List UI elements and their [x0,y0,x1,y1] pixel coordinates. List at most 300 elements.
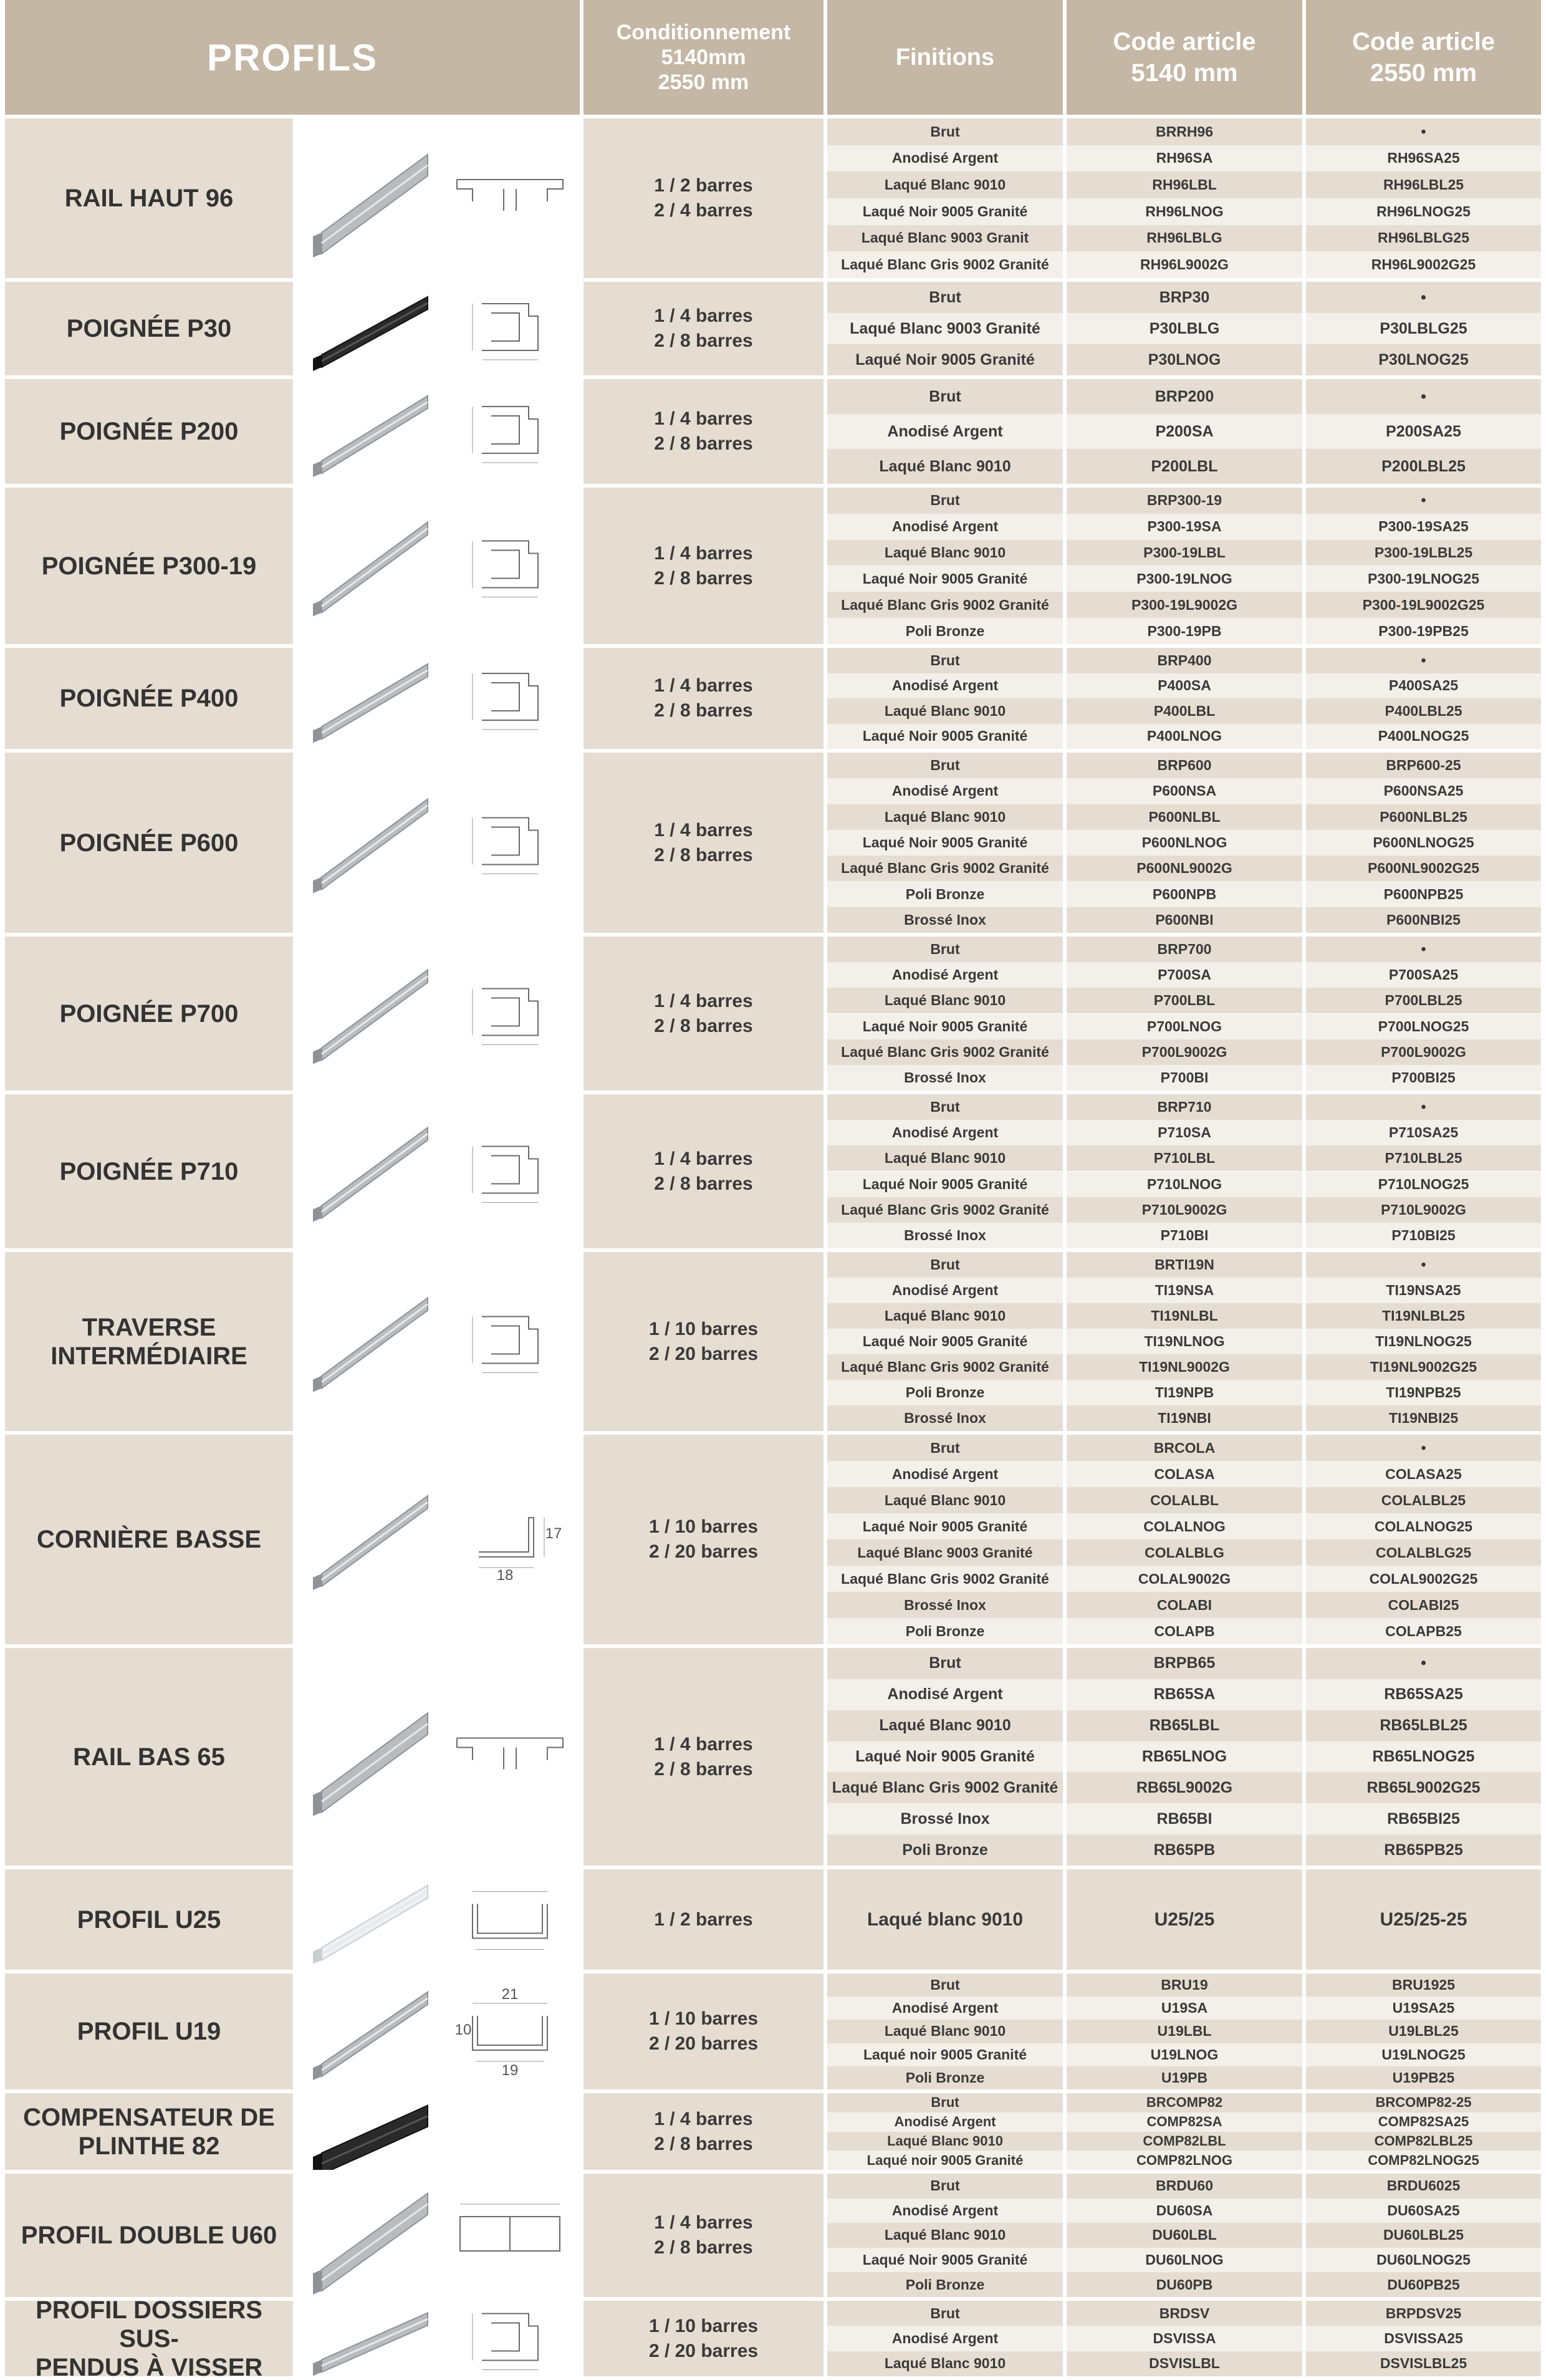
code-2550-cell: P200SA25 [1306,414,1541,449]
finish-cell: Laqué Blanc 9010 [827,1487,1063,1513]
u-section-drawing-icon [440,1973,580,2089]
code-2550-cell: COLALNOG25 [1306,1513,1541,1539]
double-u-section-drawing-icon [440,2174,580,2297]
packaging-line: 1 / 4 barres [654,306,753,326]
code-2550-cell: P200LBL25 [1306,449,1541,484]
header-profils: PROFILS [5,0,580,115]
packaging-line: 1 / 10 barres [648,1516,759,1537]
finish-cell: Laqué Blanc 9010 [827,698,1063,724]
code-5140-cell: TI19NPB [1067,1380,1302,1405]
code-5140-cell: BRP700 [1067,937,1302,962]
finish-cell: Laqué Noir 9005 Granité [827,830,1063,855]
code-5140-cell: RB65LNOG [1067,1742,1302,1773]
code-5140-cell: U25/25 [1067,1869,1302,1970]
dimension-label: 10 [454,2021,472,2038]
rail-profile-icon [297,118,436,278]
code-5140-cell: BRRH96 [1067,118,1302,145]
product-name [5,1648,293,1866]
product-name [5,937,293,1091]
finish-cell: Laqué Blanc 9010 [827,1145,1063,1171]
packaging-info [583,753,823,933]
packaging-info [583,2093,823,2170]
u-profile-icon [297,1973,436,2089]
packaging-line: 2 / 8 barres [654,1758,753,1780]
finish-cell: Anodisé Argent [827,145,1063,172]
product-name [5,282,293,375]
code-2550-cell: COMP82SA25 [1306,2113,1541,2132]
product-name [5,648,293,749]
finish-cell: Laqué Blanc Gris 9002 Granité [827,592,1063,618]
product-name [5,488,293,644]
code-5140-cell: P30LBLG [1067,313,1302,344]
finish-cell: Anodisé Argent [827,514,1063,540]
finish-cell: Brut [827,118,1063,145]
finish-cell: Anodisé Argent [827,414,1063,449]
code-5140-cell: COLASA [1067,1461,1302,1487]
packaging-info [583,2301,823,2376]
code-2550-cell: P700SA25 [1306,962,1541,988]
finish-cell: Brossé Inox [827,1803,1063,1834]
packaging-info [583,379,823,484]
header-code-5140 [1067,0,1302,115]
code-2550-cell: P600NPB25 [1306,881,1541,907]
header-conditionnement-line: Conditionnement [616,21,791,44]
code-5140-cell: BRU19 [1067,1973,1302,1997]
finish-cell: Brut [827,1648,1063,1679]
code-5140-cell: P600NLBL [1067,804,1302,830]
code-5140-cell: RB65SA [1067,1679,1302,1710]
code-2550-cell: • [1306,648,1541,673]
crossbar-section-drawing-icon [440,1252,580,1431]
packaging-info [583,488,823,644]
dimension-label: 21 [501,1986,519,2003]
code-5140-cell: BRDU60 [1067,2174,1302,2199]
handle-profile-icon [297,753,436,933]
header-code-2550-line: Code article [1352,28,1495,55]
product-name [5,1973,293,2089]
code-5140-cell: P300-19LBL [1067,540,1302,566]
code-2550-cell: P710LNOG25 [1306,1172,1541,1197]
code-5140-cell: RB65PB [1067,1834,1302,1866]
finish-cell: Brut [827,2093,1063,2113]
code-5140-cell: U19SA [1067,1997,1302,2020]
finish-cell: Anodisé Argent [827,962,1063,988]
packaging-line: 2 / 20 barres [648,2033,759,2054]
finish-cell: Laqué Noir 9005 Granité [827,566,1063,592]
code-2550-cell: P600NBI25 [1306,907,1541,933]
handle-section-drawing-icon [440,1094,580,1248]
code-5140-cell: COMP82SA [1067,2113,1302,2132]
code-2550-cell: • [1306,1648,1541,1679]
packaging-line: 2 / 20 barres [648,1541,759,1562]
product-name-line: RAIL HAUT 96 [64,185,234,212]
finish-cell: Laqué Blanc Gris 9002 Granité [827,1039,1063,1065]
code-5140-cell: P700SA [1067,962,1302,988]
finish-cell: Brut [827,1435,1063,1461]
code-5140-cell: BRP400 [1067,648,1302,673]
finish-cell: Poli Bronze [827,1834,1063,1866]
u-section-drawing-icon [440,1869,580,1970]
code-2550-cell: BRDU6025 [1306,2174,1541,2199]
code-5140-cell: P710BI [1067,1223,1302,1248]
product-name-line: POIGNÉE P710 [59,1157,239,1185]
code-5140-cell: RH96LNOG [1067,198,1302,225]
packaging-info [583,1435,823,1644]
code-2550-cell: COLALBLG25 [1306,1539,1541,1566]
finish-cell: Laqué Blanc 9010 [827,988,1063,1013]
code-5140-cell: DU60LBL [1067,2223,1302,2248]
code-2550-cell: P700L9002G [1306,1039,1541,1065]
packaging-info [583,1094,823,1248]
code-5140-cell: P710LBL [1067,1145,1302,1171]
packaging-line: 1 / 4 barres [654,542,753,564]
packaging-line: 1 / 4 barres [654,675,753,696]
code-2550-cell: TI19NL9002G25 [1306,1354,1541,1380]
code-2550-cell: BRPDSV25 [1306,2301,1541,2326]
finish-cell: Brossé Inox [827,1065,1063,1091]
code-2550-cell: TI19NPB25 [1306,1380,1541,1405]
code-2550-cell: RB65PB25 [1306,1834,1541,1866]
finish-cell: Anodisé Argent [827,2113,1063,2132]
product-name [5,753,293,933]
finish-cell: Laqué Blanc Gris 9002 Granité [827,1354,1063,1380]
product-name-line: INTERMÉDIAIRE [50,1342,247,1370]
code-2550-cell: RB65LBL25 [1306,1710,1541,1742]
finish-cell: Laqué Blanc 9003 Granit [827,225,1063,252]
finish-cell: Laqué Noir 9005 Granité [827,1513,1063,1539]
header-code-2550-line: 2550 mm [1370,59,1477,87]
code-2550-cell: DSVISSA25 [1306,2326,1541,2351]
code-5140-cell: RB65BI [1067,1803,1302,1834]
packaging-line: 2 / 8 barres [654,567,753,589]
packaging-info [583,648,823,749]
packaging-line: 1 / 4 barres [654,990,753,1011]
packaging-line: 2 / 20 barres [648,1343,759,1364]
angle-profile-icon [297,1435,436,1644]
product-name-line: PLINTHE 82 [78,2132,220,2160]
finish-cell: Anodisé Argent [827,1120,1063,1145]
dimension-label: 19 [501,2062,519,2079]
code-2550-cell: P700LNOG25 [1306,1014,1541,1039]
finish-cell: Brut [827,1252,1063,1278]
handle-profile-icon [297,488,436,644]
packaging-line: 1 / 4 barres [654,2212,753,2233]
code-5140-cell: P300-19LNOG [1067,566,1302,592]
code-5140-cell: P400LBL [1067,698,1302,724]
product-name-line: POIGNÉE P400 [59,685,239,712]
header-finitions: Finitions [827,0,1063,115]
finish-cell: Laqué Noir 9005 Granité [827,1329,1063,1354]
code-2550-cell: DU60SA25 [1306,2199,1541,2223]
packaging-line: 2 / 8 barres [654,2133,753,2154]
finish-cell: Brossé Inox [827,907,1063,933]
code-5140-cell: TI19NLNOG [1067,1329,1302,1354]
code-5140-cell: P700LBL [1067,988,1302,1013]
plinth-profile-dark-icon [297,2093,436,2170]
product-name-line: PROFIL U19 [77,2018,221,2045]
angle-section-drawing-icon [440,1435,580,1644]
code-2550-cell: DU60PB25 [1306,2272,1541,2297]
packaging-line: 1 / 4 barres [654,2108,753,2129]
code-5140-cell: TI19NSA [1067,1278,1302,1303]
code-5140-cell: BRPB65 [1067,1648,1302,1679]
code-5140-cell: COMP82LBL [1067,2132,1302,2151]
code-2550-cell: DU60LBL25 [1306,2223,1541,2248]
code-2550-cell: RH96LBL25 [1306,171,1541,198]
code-2550-cell: COLABI25 [1306,1592,1541,1618]
code-5140-cell: P600NPB [1067,881,1302,907]
code-2550-cell: TI19NBI25 [1306,1405,1541,1431]
code-2550-cell: P400LBL25 [1306,698,1541,724]
handle-profile-icon [297,648,436,749]
packaging-line: 1 / 4 barres [654,408,753,429]
product-name-line: POIGNÉE P600 [59,829,239,857]
code-2550-cell: P710L9002G [1306,1197,1541,1223]
packaging-info [583,1252,823,1431]
code-5140-cell: P300-19PB [1067,618,1302,644]
finish-cell: Brut [827,648,1063,673]
code-2550-cell: P30LBLG25 [1306,313,1541,344]
finish-cell: Laqué Noir 9005 Granité [827,724,1063,749]
packaging-line: 1 / 10 barres [648,1318,759,1339]
code-5140-cell: P600NL9002G [1067,855,1302,881]
code-2550-cell: TI19NLNOG25 [1306,1329,1541,1354]
code-2550-cell: COMP82LNOG25 [1306,2151,1541,2170]
finish-cell: Laqué Blanc 9003 Granité [827,313,1063,344]
code-2550-cell: P600NLNOG25 [1306,830,1541,855]
finish-cell: Brossé Inox [827,1405,1063,1431]
packaging-line: 1 / 10 barres [648,2008,759,2029]
packaging-line: 1 / 10 barres [648,2315,759,2336]
packaging-info [583,1869,823,1970]
code-2550-cell: RB65LNOG25 [1306,1742,1541,1773]
code-5140-cell: U19LBL [1067,2020,1302,2043]
finish-cell: Poli Bronze [827,2272,1063,2297]
code-2550-cell: • [1306,282,1541,313]
finish-cell: Poli Bronze [827,1618,1063,1644]
packaging-line: 2 / 8 barres [654,1173,753,1194]
code-5140-cell: P30LNOG [1067,344,1302,375]
handle-profile-icon [297,379,436,484]
finish-cell: Laqué Blanc 9010 [827,449,1063,484]
packaging-line: 1 / 2 barres [654,1909,753,1930]
handle-section-drawing-icon [440,282,580,375]
code-2550-cell: RH96L9002G25 [1306,251,1541,278]
product-name-line: POIGNÉE P300-19 [41,552,257,580]
packaging-line: 2 / 20 barres [648,2340,759,2361]
code-5140-cell: COLAL9002G [1067,1566,1302,1592]
finish-cell: Laqué Noir 9005 Granité [827,198,1063,225]
finish-cell: Laqué Blanc 9003 Granité [827,1539,1063,1566]
finish-cell: Laqué Blanc 9010 [827,2351,1063,2376]
finish-cell: Laqué Blanc 9010 [827,1710,1063,1742]
finish-cell: Brut [827,488,1063,514]
code-2550-cell: P300-19L9002G25 [1306,592,1541,618]
packaging-line: 1 / 4 barres [654,1733,753,1755]
double-u-profile-icon [297,2174,436,2297]
code-5140-cell: RH96L9002G [1067,251,1302,278]
code-5140-cell: U19LNOG [1067,2043,1302,2066]
finish-cell: Brut [827,1973,1063,1997]
code-5140-cell: P200LBL [1067,449,1302,484]
code-5140-cell: BRP710 [1067,1094,1302,1120]
code-5140-cell: COLABI [1067,1592,1302,1618]
finish-cell: Poli Bronze [827,1380,1063,1405]
code-5140-cell: DU60PB [1067,2272,1302,2297]
code-5140-cell: P600NBI [1067,907,1302,933]
finish-cell: Laqué Blanc 9010 [827,171,1063,198]
product-name [5,1252,293,1431]
finish-cell: Laqué Blanc 9010 [827,2132,1063,2151]
code-2550-cell: U19PB25 [1306,2066,1541,2089]
product-name [5,1094,293,1248]
finish-cell: Laqué Blanc Gris 9002 Granité [827,855,1063,881]
code-5140-cell: RH96LBLG [1067,225,1302,252]
packaging-info [583,282,823,375]
product-name [5,2174,293,2297]
finish-cell: Anodisé Argent [827,1997,1063,2020]
finish-cell: Brut [827,282,1063,313]
code-2550-cell: RH96LNOG25 [1306,198,1541,225]
code-2550-cell: RB65SA25 [1306,1679,1541,1710]
code-2550-cell: COMP82LBL25 [1306,2132,1541,2151]
code-5140-cell: RB65L9002G [1067,1772,1302,1803]
code-2550-cell: • [1306,937,1541,962]
finish-cell: Anodisé Argent [827,2326,1063,2351]
finish-cell: Laqué blanc 9010 [827,1869,1063,1970]
code-2550-cell: RB65BI25 [1306,1803,1541,1834]
dimension-label: 18 [496,1567,514,1584]
packaging-line: 1 / 2 barres [654,175,753,196]
packaging-info [583,118,823,278]
product-name-line: PENDUS À VISSER [35,2353,263,2376]
code-5140-cell: P710L9002G [1067,1197,1302,1223]
code-2550-cell: P30LNOG25 [1306,344,1541,375]
code-2550-cell: • [1306,1252,1541,1278]
finish-cell: Poli Bronze [827,618,1063,644]
finish-cell: Brossé Inox [827,1223,1063,1248]
code-2550-cell: P300-19SA25 [1306,514,1541,540]
code-2550-cell: COLALBL25 [1306,1487,1541,1513]
code-5140-cell: P710SA [1067,1120,1302,1145]
code-5140-cell: COMP82LNOG [1067,2151,1302,2170]
code-5140-cell: BRDSV [1067,2301,1302,2326]
packaging-line: 2 / 8 barres [654,700,753,721]
packaging-info [583,937,823,1091]
code-2550-cell: COLAL9002G25 [1306,1566,1541,1592]
code-2550-cell: • [1306,1094,1541,1120]
handle-profile-icon [297,1094,436,1248]
code-2550-cell: • [1306,379,1541,414]
handle-profile-icon [297,937,436,1091]
code-2550-cell: P300-19PB25 [1306,618,1541,644]
finish-cell: Anodisé Argent [827,1278,1063,1303]
code-5140-cell: BRP30 [1067,282,1302,313]
product-name-line: POIGNÉE P200 [59,418,239,445]
product-name [5,2301,293,2376]
code-2550-cell: P300-19LBL25 [1306,540,1541,566]
bottom-rail-profile-icon [297,1648,436,1866]
code-2550-cell: TI19NLBL25 [1306,1303,1541,1329]
code-2550-cell: TI19NSA25 [1306,1278,1541,1303]
code-5140-cell: P700LNOG [1067,1014,1302,1039]
handle-profile-dark-icon [297,282,436,375]
code-5140-cell: BRP200 [1067,379,1302,414]
handle-section-drawing-icon [440,379,580,484]
finish-cell: Laqué Blanc 9010 [827,2020,1063,2043]
code-2550-cell: U19LBL25 [1306,2020,1541,2043]
code-2550-cell: BRP600-25 [1306,753,1541,778]
code-2550-cell: RB65L9002G25 [1306,1772,1541,1803]
code-5140-cell: P400LNOG [1067,724,1302,749]
code-2550-cell: U19LNOG25 [1306,2043,1541,2066]
code-5140-cell: DSVISLBL [1067,2351,1302,2376]
finish-cell: Laqué Blanc Gris 9002 Granité [827,251,1063,278]
hanging-file-section-drawing-icon [440,2301,580,2376]
packaging-line: 2 / 8 barres [654,330,753,351]
code-5140-cell: DU60LNOG [1067,2248,1302,2273]
hanging-file-profile-icon [297,2301,436,2376]
finish-cell: Laqué Blanc 9010 [827,540,1063,566]
product-name-line: PROFIL U25 [77,1905,221,1934]
product-name-line: COMPENSATEUR DE [23,2103,275,2131]
product-name [5,2093,293,2170]
finish-cell: Laqué Noir 9005 Granité [827,2248,1063,2273]
code-5140-cell: DSVISSA [1067,2326,1302,2351]
finish-cell: Laqué Noir 9005 Granité [827,1742,1063,1773]
dimension-label: 17 [545,1525,562,1542]
code-2550-cell: RH96LBLG25 [1306,225,1541,252]
code-5140-cell: P600NLNOG [1067,830,1302,855]
finish-cell: Laqué Blanc 9010 [827,804,1063,830]
finish-cell: Laqué Blanc Gris 9002 Granité [827,1566,1063,1592]
finish-cell: Laqué Blanc Gris 9002 Granité [827,1772,1063,1803]
product-name-line: CORNIÈRE BASSE [36,1526,262,1553]
packaging-line: 2 / 8 barres [654,1015,753,1036]
code-2550-cell: COLAPB25 [1306,1618,1541,1644]
packaging-line: 1 / 4 barres [654,1148,753,1169]
packaging-info [583,1973,823,2089]
code-2550-cell: BRU1925 [1306,1973,1541,1997]
code-5140-cell: P700BI [1067,1065,1302,1091]
finish-cell: Anodisé Argent [827,1461,1063,1487]
code-2550-cell: DSVISLBL25 [1306,2351,1541,2376]
finish-cell: Laqué Noir 9005 Granité [827,344,1063,375]
finish-cell: Brut [827,937,1063,962]
u-profile-white-icon [297,1869,436,1970]
finish-cell: Laqué Noir 9005 Granité [827,1014,1063,1039]
code-5140-cell: RH96SA [1067,145,1302,172]
packaging-line: 1 / 4 barres [654,819,753,841]
code-5140-cell: TI19NBI [1067,1405,1302,1431]
code-5140-cell: BRCOLA [1067,1435,1302,1461]
packaging-info [583,2174,823,2297]
code-5140-cell: P300-19SA [1067,514,1302,540]
finish-cell: Anodisé Argent [827,778,1063,804]
code-5140-cell: BRP300-19 [1067,488,1302,514]
code-2550-cell: BRCOMP82-25 [1306,2093,1541,2113]
rail-section-drawing-icon [440,118,580,278]
crossbar-profile-icon [297,1252,436,1431]
header-conditionnement [583,0,823,115]
code-5140-cell: P700L9002G [1067,1039,1302,1065]
handle-section-drawing-icon [440,648,580,749]
code-2550-cell: P600NSA25 [1306,778,1541,804]
code-2550-cell: P300-19LNOG25 [1306,566,1541,592]
finish-cell: Anodisé Argent [827,2199,1063,2223]
code-5140-cell: BRCOMP82 [1067,2093,1302,2113]
code-2550-cell: P710SA25 [1306,1120,1541,1145]
